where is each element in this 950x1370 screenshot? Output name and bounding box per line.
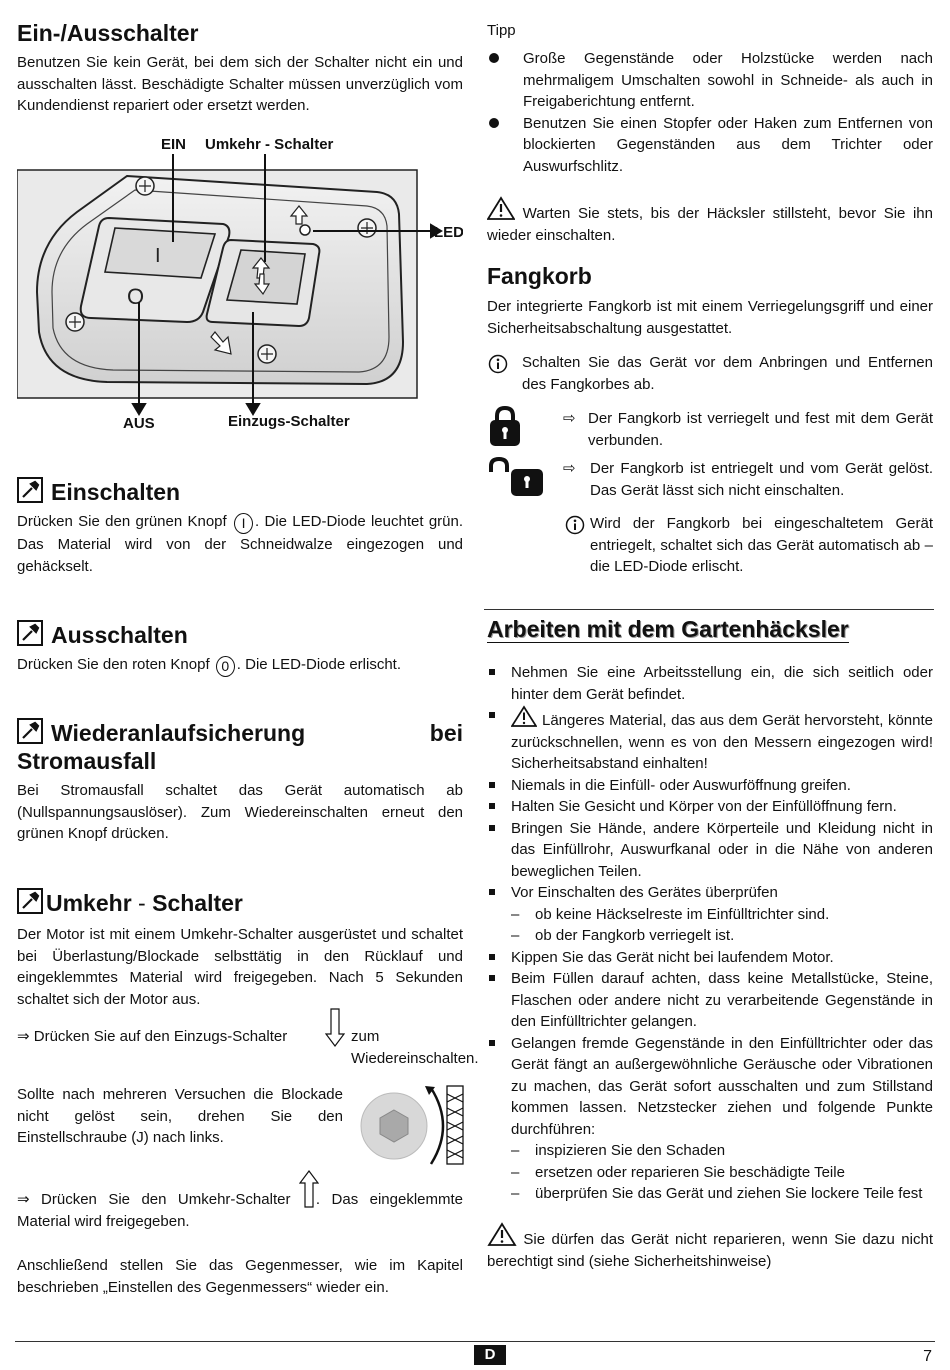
- tipp-warning: Warten Sie stets, bis der Häcksler stillsteht, bevor Sie ihn wieder einschalten.: [487, 196, 933, 246]
- lock-open-icon: [487, 456, 547, 498]
- section-text-fangkorb: Der integrierte Fangkorb ist mit einem Verriegelungsgriff und einer Sicherheitsabschaltung ausgestattet.: [487, 298, 933, 337]
- off-button-label: O: [127, 284, 145, 309]
- label-umkehr: Umkehr - Schalter: [205, 136, 334, 153]
- adjust-screw-figure: [359, 1084, 465, 1166]
- list-item: Längeres Material, das aus dem Gerät hervorsteht, könnte zurückschnellen, wenn es von den Messern eingezogen wird! Sicherheitsabstand einhalten!: [487, 705, 933, 775]
- step-umkehr: ⇒ Drücken Sie den Umkehr-Schalter . Das eingeklemmte Material wird freigegeben.: [17, 1168, 463, 1234]
- list-item: Niemals in die Einfüll- oder Auswurföffnung greifen.: [487, 775, 933, 797]
- step-einzug-tail: zum Wiedereinschalten.: [351, 1028, 479, 1067]
- list-item: Große Gegenstände oder Holzstücke werden nach mehrmaligem Umschalten sowohl in Schneide- als auch in Freigaberichtung entfernt.: [487, 48, 933, 113]
- switch-diagram: [17, 132, 463, 432]
- section-title-ausschalten: Ausschalten: [17, 620, 188, 650]
- list-item: Halten Sie Gesicht und Körper von der Einfüllöffnung fern.: [487, 796, 933, 818]
- list-item: Beim Füllen darauf achten, dass keine Metallstücke, Steine, Flaschen oder andere nicht zu verarbeitende Gegenstände in den Einfülltrichter gelangen.: [487, 968, 933, 1033]
- label-ein: EIN: [161, 136, 187, 153]
- section-text-ein-aus: Benutzen Sie kein Gerät, bei dem sich der Schalter nicht ein und ausschalten lässt. Beschädigte Schalter müssen unverzüglich vom Kundendienst repariert oder ersetzt werden.: [17, 54, 463, 114]
- section-title-wiederanlauf: Wiederanlaufsicherung bei Stromausfall: [17, 720, 463, 774]
- wrench-icon: [17, 477, 43, 503]
- wrench-icon: [17, 718, 43, 744]
- language-badge: D: [474, 1345, 506, 1365]
- list-item: – ob keine Häckselreste im Einfülltrichter sind.: [511, 905, 830, 923]
- label-led: LED: [434, 224, 463, 241]
- section-text-umkehr: Der Motor ist mit einem Umkehr-Schalter ausgerüstet und schaltet bei Überlastung/Blockade selbsttätig in den Rücklauf und eingeklemmtes Material wird freigegeben. Nach 5 Sekunden schaltet sich der Motor aus.: [17, 926, 463, 1008]
- wrench-icon: [17, 888, 43, 914]
- section-text-einschalten: Drücken Sie den grünen Knopf I . Die LED-Diode leuchtet grün. Das Material wird von der Schneidwalze eingezogen und gehäckselt.: [17, 513, 464, 575]
- on-button-label: I: [155, 245, 161, 267]
- list-item: Bringen Sie Hände, andere Körperteile und Kleidung nicht in das Einfüllrohr, Auswurfkanal oder in die Nähe von anderen beweglichen Teilen.: [487, 818, 933, 883]
- lock-closed-icon: [488, 406, 522, 448]
- adjust-screw-icon: [359, 1084, 465, 1166]
- final-text-umkehr: Anschließend stellen Sie das Gegenmesser, wie im Kapitel beschrieben „Einstellen des Gegenmessers“ wieder ein.: [17, 1257, 463, 1296]
- list-item: – überprüfen Sie das Gerät und ziehen Sie lockere Teile fest: [511, 1185, 923, 1202]
- section-text-wiederanlauf: Bei Stromausfall schaltet das Gerät automatisch ab (Nullspannungsauslöser). Zum Wiedereinschalten erneut den grünen Knopf drücken.: [17, 782, 463, 842]
- list-item: – inspizieren Sie den Schaden: [511, 1142, 726, 1159]
- list-item: Kippen Sie das Gerät nicht bei laufendem Motor.: [487, 947, 933, 969]
- list-item: – ob der Fangkorb verriegelt ist.: [511, 927, 735, 944]
- info-icon: [488, 354, 508, 374]
- wrench-icon: [17, 620, 43, 646]
- list-item: – ersetzen oder reparieren Sie beschädigte Teile: [511, 1163, 845, 1181]
- fangkorb-unlocked: ⇨ Der Fangkorb ist entriegelt und vom Gerät gelöst. Das Gerät lässt sich nicht einschalten.: [563, 460, 933, 499]
- section-title-arbeiten: Arbeiten mit dem Gartenhäcksler: [487, 616, 849, 642]
- page-number: 7: [923, 1348, 932, 1365]
- list-item: Vor Einschalten des Gerätes überprüfen: [487, 882, 933, 904]
- fangkorb-info2: Wird der Fangkorb bei eingeschaltetem Gerät entriegelt, schaltet sich das Gerät automatisch ab – die LED-Diode erlischt.: [563, 513, 933, 578]
- final-warning: Sie dürfen das Gerät nicht reparieren, wenn Sie dazu nicht berechtigt sind (siehe Sicherheitshinweise): [487, 1222, 933, 1272]
- section-text-ausschalten: Drücken Sie den roten Knopf 0 . Die LED-Diode erlischt.: [17, 654, 463, 677]
- label-einzug: Einzugs-Schalter: [228, 413, 350, 430]
- blockade-text: Sollte nach mehreren Versuchen die Blockade nicht gelöst sein, drehen Sie den Einstellschraube (J) nach links.: [17, 1086, 343, 1146]
- tipp-list: [487, 48, 933, 177]
- warning-icon: [487, 1222, 517, 1246]
- list-item: Nehmen Sie eine Arbeitsstellung ein, die sich seitlich oder hinter dem Gerät befindet.: [487, 662, 933, 705]
- list-item: Gelangen fremde Gegenstände in den Einfülltrichter oder das Gerät fängt an außergewöhnliche Geräusche oder Vibrationen zu machen, das Gerät sofort ausschalten und zum Stillstand kommen lassen. Netzstecker ziehen und folgende Punkte durchführen:: [487, 1033, 933, 1141]
- section-title-einschalten: Einschalten: [17, 477, 180, 507]
- switch-figure: [17, 132, 463, 432]
- info-icon: [565, 515, 585, 535]
- section-title-ein-aus: Ein-/Ausschalter: [17, 20, 199, 46]
- section-title-fangkorb: Fangkorb: [487, 263, 592, 289]
- warning-icon: [511, 705, 537, 727]
- fangkorb-locked: ⇨ Der Fangkorb ist verriegelt und fest mit dem Gerät verbunden.: [563, 410, 933, 449]
- warning-icon: [487, 196, 515, 220]
- fangkorb-info: Schalten Sie das Gerät vor dem Anbringen und Entfernen des Fangkorbes ab.: [487, 352, 933, 395]
- tipp-label: Tipp: [487, 22, 516, 39]
- green-knob-symbol: I: [234, 513, 253, 534]
- label-aus: AUS: [123, 415, 155, 432]
- list-item: Benutzen Sie einen Stopfer oder Haken zum Entfernen von blockierten Gegenständen aus dem Trichter oder Auswurfschlitz.: [487, 113, 933, 178]
- arrow-down-icon: [325, 1008, 345, 1048]
- step-einzug: ⇒ Drücken Sie auf den Einzugs-Schalter zum Wiedereinschalten.: [17, 1006, 463, 1074]
- section-divider: [484, 609, 934, 610]
- section-title-umkehr: Umkehr - Schalter: [17, 888, 243, 918]
- red-knob-symbol: 0: [216, 656, 235, 677]
- arrow-right-icon: ⇨: [563, 460, 576, 477]
- arbeiten-list: [487, 662, 933, 1205]
- footer-rule: [15, 1341, 935, 1342]
- arrow-right-icon: ⇨: [563, 410, 576, 427]
